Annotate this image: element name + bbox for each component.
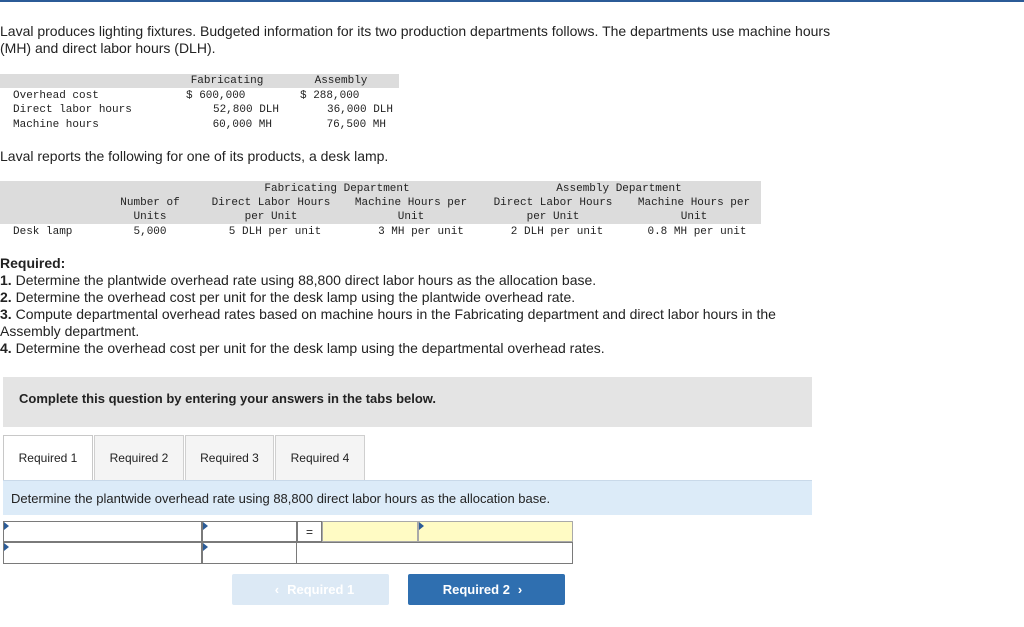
next-button-label: Required 2 <box>442 582 510 597</box>
required-text: Determine the overhead cost per unit for the desk lamp using the plantwide overhead rate. <box>11 289 576 305</box>
required-item <box>0 306 776 323</box>
equals-sign: = <box>297 521 322 542</box>
tab-required-1[interactable]: Required 1 <box>3 435 93 480</box>
tab-required-3[interactable]: Required 3 <box>185 435 274 480</box>
dept-cell-asm: 76,500 MH <box>326 119 386 131</box>
col-header-asm-mh: Machine Hours per <box>637 197 751 209</box>
required-text: Determine the plantwide overhead rate using 88,800 direct labor hours as the allocation base. <box>11 272 597 288</box>
empty-result-cell <box>297 542 573 564</box>
col-header-asm-dlh: Direct Labor Hours <box>493 197 613 209</box>
product-row-label: Desk lamp <box>13 226 73 238</box>
dept-cell-asm: $ 288,000 <box>300 90 360 102</box>
tab-prompt-bar <box>3 480 812 515</box>
input-flag-icon <box>419 522 424 530</box>
required-item <box>0 340 605 357</box>
required-item <box>0 289 575 306</box>
numerator-label-input[interactable] <box>3 521 202 542</box>
instruction-text: Complete this question by entering your answers in the tabs below. <box>19 391 437 406</box>
dept-header-assembly: Assembly <box>314 75 368 87</box>
required-number: 4. <box>0 340 12 356</box>
tab-prompt-text: Determine the plantwide overhead rate using 88,800 direct labor hours as the allocation base. <box>11 491 551 506</box>
dept-header-fabricating: Fabricating <box>190 75 264 87</box>
required-item <box>0 272 596 289</box>
denominator-value-input[interactable] <box>202 542 297 564</box>
required-number: 1. <box>0 272 12 288</box>
prev-button-label: Required 1 <box>287 582 355 597</box>
product-cell-asm-mh: 0.8 MH per unit <box>647 226 747 238</box>
group-header-fabricating: Fabricating Department <box>264 183 410 195</box>
product-cell-fab-mh: 3 MH per unit <box>378 226 464 238</box>
dept-row-label: Direct labor hours <box>13 104 132 116</box>
input-flag-icon <box>4 522 9 530</box>
rate-unit-input[interactable] <box>418 521 573 542</box>
product-cell-asm-dlh: 2 DLH per unit <box>510 226 604 238</box>
product-intro: Laval reports the following for one of its products, a desk lamp. <box>0 148 389 164</box>
chevron-left-icon: ‹ <box>274 582 280 597</box>
required-text: Determine the overhead cost per unit for the desk lamp using the departmental overhead rates. <box>11 340 605 356</box>
col-header-fab-dlh: per Unit <box>244 211 298 223</box>
required-item <box>0 323 139 340</box>
dept-row-label: Overhead cost <box>13 90 99 102</box>
denominator-label-input[interactable] <box>3 542 202 564</box>
required-text: Assembly department. <box>0 323 140 339</box>
rate-result-input[interactable] <box>322 521 418 542</box>
prev-required-button[interactable] <box>232 574 389 605</box>
col-header-fab-dlh: Direct Labor Hours <box>211 197 331 209</box>
group-header-assembly: Assembly Department <box>556 183 682 195</box>
col-header-asm-mh: Unit <box>680 211 708 223</box>
numerator-value-input[interactable] <box>202 521 297 542</box>
required-number: 3. <box>0 306 12 322</box>
dept-cell-asm: 36,000 DLH <box>326 104 393 116</box>
col-header-units: Number of <box>120 197 180 209</box>
dept-row-label: Machine hours <box>13 119 99 131</box>
required-text: Compute departmental overhead rates based on machine hours in the Fabricating department and direct labor hours in the <box>11 306 776 322</box>
required-number: 2. <box>0 289 12 305</box>
product-cell-fab-dlh: 5 DLH per unit <box>228 226 322 238</box>
input-flag-icon <box>203 522 208 530</box>
col-header-fab-mh: Machine Hours per <box>354 197 468 209</box>
col-header-units: Units <box>133 211 167 223</box>
col-header-asm-dlh: per Unit <box>526 211 580 223</box>
top-accent-line <box>0 0 1024 2</box>
col-header-fab-mh: Unit <box>397 211 425 223</box>
intro-line-2: (MH) and direct labor hours (DLH). <box>0 40 216 56</box>
dept-cell-fab: $ 600,000 <box>186 90 246 102</box>
next-required-button[interactable] <box>408 574 565 605</box>
input-flag-icon <box>4 543 9 551</box>
instruction-panel <box>3 377 812 427</box>
dept-cell-fab: 52,800 DLH <box>212 104 279 116</box>
required-title: Required: <box>0 255 66 271</box>
tab-required-2[interactable]: Required 2 <box>94 435 184 480</box>
input-flag-icon <box>203 543 208 551</box>
intro-line-1: Laval produces lighting fixtures. Budgeted information for its two production departments follows. The departments use machine hours <box>0 23 831 39</box>
product-cell-units: 5,000 <box>133 226 167 238</box>
tab-required-4[interactable]: Required 4 <box>275 435 365 480</box>
chevron-right-icon: › <box>517 582 523 597</box>
dept-cell-fab: 60,000 MH <box>212 119 272 131</box>
